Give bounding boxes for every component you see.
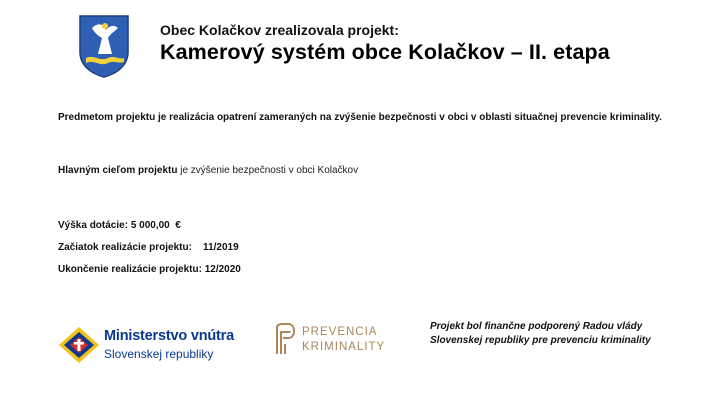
project-end: Ukončenie realizácie projektu: 12/2020 <box>58 264 241 275</box>
ministry-logo <box>104 328 234 361</box>
funding-note: Projekt bol finančne podporený Radou vlády Slovenskej republiky pre prevenciu kriminality <box>430 321 651 346</box>
project-description: Predmetom projektu je realizácia opatrení zameraných na zvýšenie bezpečnosti v obci v oblasti situačnej prevencie kriminality. <box>58 112 662 123</box>
page-title: Kamerový systém obce Kolačkov – II. etapa <box>160 40 610 64</box>
project-goal <box>58 164 358 178</box>
ministry-name: Ministerstvo vnútra <box>104 328 234 344</box>
ministry-emblem-icon <box>58 326 100 364</box>
prevention-line-2: KRIMINALITY <box>302 341 386 353</box>
coat-of-arms-icon <box>78 14 130 78</box>
goal-text: je zvýšenie bezpečnosti v obci Kolačkov <box>177 165 359 176</box>
prevention-line-1: PREVENCIA <box>302 326 378 338</box>
prevention-logo-icon <box>274 322 296 356</box>
goal-label: Hlavným cieľom projektu <box>58 165 178 176</box>
grant-amount: Výška dotácie: 5 000,00 € <box>58 220 181 231</box>
header-subtitle: Obec Kolačkov zrealizovala projekt: <box>160 22 399 38</box>
prevention-logo <box>302 325 385 355</box>
project-start: Začiatok realizácie projektu: 11/2019 <box>58 242 239 253</box>
ministry-country: Slovenskej republiky <box>104 347 214 361</box>
